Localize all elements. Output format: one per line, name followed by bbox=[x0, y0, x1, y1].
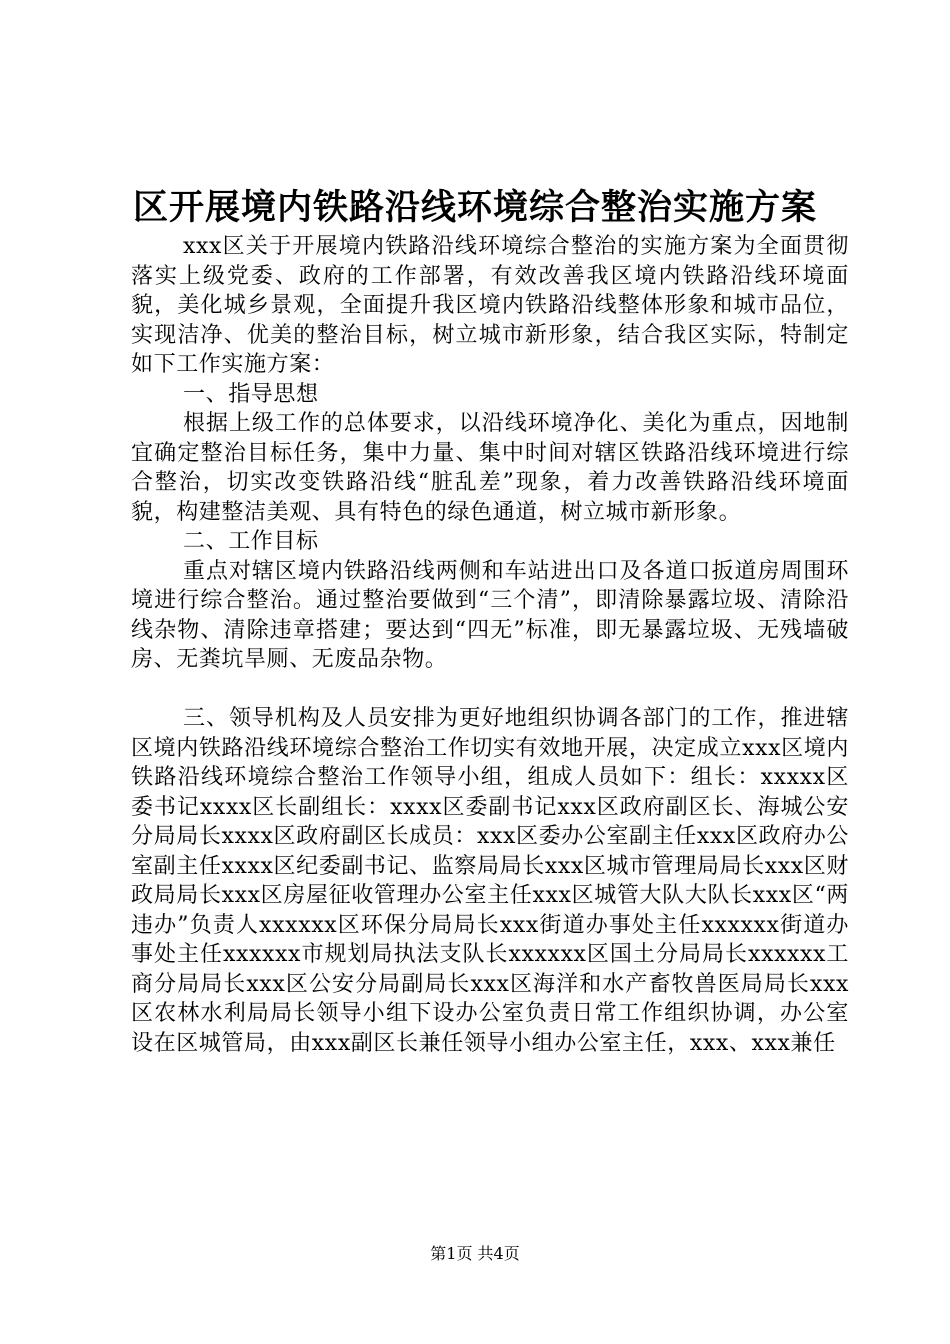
guiding-thought-paragraph: 根据上级工作的总体要求，以沿线环境净化、美化为重点，因地制宜确定整治目标任务，集中力量、集中时间对辖区铁路沿线环境进行综合整治，切实改变铁路沿线“脏乱差”现象，着力改善铁路沿线环境面貌，构建整洁美观、具有特色的绿色通道，树立城市新形象。 bbox=[131, 411, 849, 525]
leadership-paragraph: 三、领导机构及人员安排为更好地组织协调各部门的工作，推进辖区境内铁路沿线环境综合整治工作切实有效地开展，决定成立xxx区境内铁路沿线环境综合整治工作领导小组，组成人员如下：组长：xxxxx区委书记xxxx区长副组长：xxxx区委副书记xxx区政府副区长、海城公安分局局长xxxx区政府副区长成员：xxx区委办公室副主任xxx区政府办公室副主任xxxx区纪委副书记、监察局局长xxx区城市管理局局长xxx区财政局局长xxx区房屋征收管理办公室主任xxx区城管大队大队长xxx区“两违办”负责人xxxxxx区环保分局局长xxx街道办事处主任xxxxxx街道办事处主任xxxxxx市规划局执法支队长xxxxxx区国土分局局长xxxxxx工商分局局长xxx区公安分局副局长xxx区海洋和水产畜牧兽医局局长xxx区农林水利局局长领导小组下设办公室负责日常工作组织协调，办公室设在区城管局，由xxx副区长兼任领导小组办公室主任，xxx、xxx兼任 bbox=[131, 706, 849, 1056]
work-goals-paragraph: 重点对辖区境内铁路沿线两侧和车站进出口及各道口扳道房周围环境进行综合整治。通过整治要做到“三个清”，即清除暴露垃圾、清除沿线杂物、清除违章搭建；要达到“四无”标准，即无暴露垃圾、无残墙破房、无粪坑旱厕、无废品杂物。 bbox=[131, 558, 849, 672]
document-body bbox=[131, 232, 849, 1058]
paragraph-spacer bbox=[131, 675, 849, 705]
document-title: 区开展境内铁路沿线环境综合整治实施方案 bbox=[132, 188, 817, 228]
section-heading-guiding-thought: 一、指导思想 bbox=[183, 381, 319, 407]
page-footer: 第1页 共4页 bbox=[430, 1244, 520, 1263]
intro-paragraph: xxx区关于开展境内铁路沿线环境综合整治的实施方案为全面贯彻落实上级党委、政府的工作部署，有效改善我区境内铁路沿线环境面貌，美化城乡景观，全面提升我区境内铁路沿线整体形象和城市品位，实现洁净、优美的整治目标，树立城市新形象，结合我区实际，特制定如下工作实施方案： bbox=[131, 234, 849, 377]
section-heading-work-goals: 二、工作目标 bbox=[183, 529, 319, 554]
